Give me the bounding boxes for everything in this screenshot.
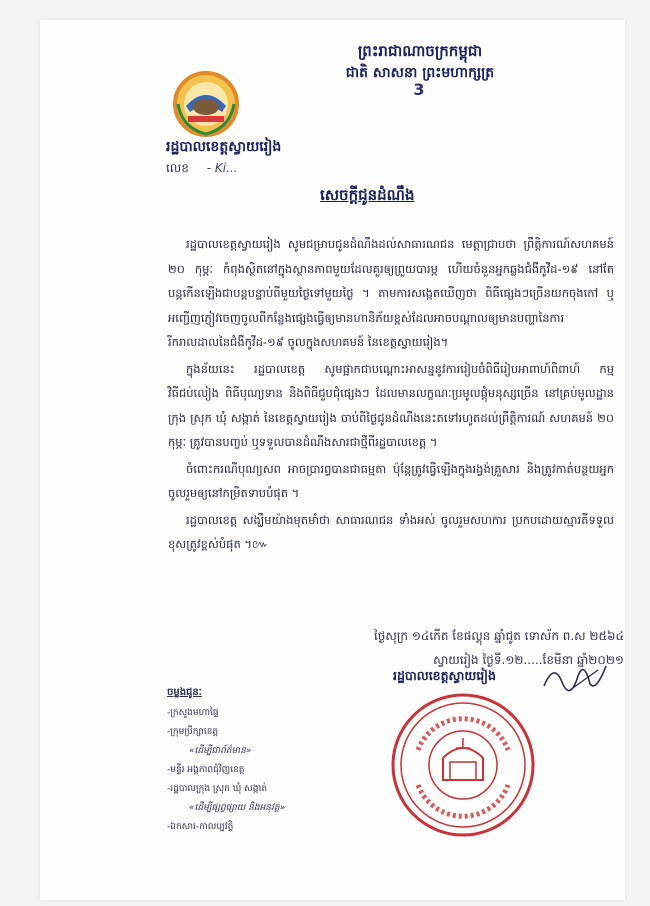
signatory-title: រដ្ឋបាលខេត្តស្វាយរៀង (393, 668, 496, 683)
body-paragraph-4: រដ្ឋបាលខេត្ត សង្ឃឹមយ៉ាងមុតមាំថា សាធារណជន ទាំងអស់ ចូលរួមសហការ ប្រកបដោយស្មារតីទទួលខុសត្រូវខ្ពស់បំផុត ។៚ (168, 512, 614, 551)
recipient-item: -មន្ទីរ អង្គភាពជុំវិញខេត្ត (167, 765, 245, 775)
reference-label: លេខ (166, 161, 189, 175)
issuing-authority: រដ្ឋបាលខេត្តស្វាយរៀង (166, 139, 282, 155)
recipient-item: -រដ្ឋបាលក្រុង ស្រុក ឃុំ សង្កាត់ (167, 784, 268, 794)
body-paragraph-3: ចំពោះករណីបុណ្យសព អាចប្រារព្ធបានជាធម្មតា ប៉ុន្តែត្រូវធ្វើឡើងក្នុងរង្វង់គ្រួសារ និងត្រូវកាត់បន្ថយអ្នកចូលរួមឲ្យនៅកម្រិតទាបបំផុត ។ (168, 461, 614, 500)
notice-title: សេចក្តីជូនដំណឹង (320, 186, 415, 204)
party-emblem-logo (172, 70, 240, 138)
handwritten-signature (540, 656, 610, 696)
copy-recipients (167, 683, 367, 837)
header-ornament: 3 (413, 80, 427, 99)
recipients-heading: ចម្លងជូនៈ (167, 687, 202, 698)
body-paragraph-1: រដ្ឋបាលខេត្តស្វាយរៀង សូមជម្រាបជូនដំណឹងដល់សាធារណជន មេត្តាជ្រាបថា ព្រឹត្តិការណ៍សហគមន៍ ២០ កុម្ភៈ កំពុងស្ថិតនៅក្នុងស្ថានភាពមួយដែលគួរឲ្យព្រួយបារម្ភ ហើយចំនួនអ្នកឆ្លងជំងឺកូវីដ-១៩ នៅតែបន្តកើនឡើងជាបន្តបន្ទាប់ពីមួយថ្ងៃទៅមួយថ្ងៃ ។ តាមការសង្កេតឃើញថា ពិធីផ្សេងៗច្រើនយកចុងកៅ ឬអញ្ជើញភ្ញៀវចេញចូលពីកន្លែងផ្សេងធ្វើឲ្យមានហានិភ័យខ្ពស់ដែលអាចបណ្តាលឲ្យមានបញ្ហានៃការរីករាលដាលនៃជំងឺកូវីដ-១៩ ចូលក្នុងសហគមន៍ នៃខេត្តស្វាយរៀង។ (168, 237, 614, 349)
national-motto: ជាតិ សាសនា ព្រះមហាក្សត្រ (345, 65, 495, 81)
recipient-item: -ឯកសារ-កាលប្បវត្តិ (167, 822, 234, 832)
recipient-item: -ក្រុមប្រឹក្សាខេត្ត (167, 727, 219, 737)
solar-date: ស្វាយរៀង ថ្ងៃទី.១២.....ខែមីនា ឆ្នាំ២០២១ (433, 653, 624, 667)
kingdom-header (300, 40, 540, 99)
recipient-item: -ក្រសួងមហាផ្ទៃ (167, 708, 219, 718)
recipient-note: «ដើម្បីជាព័ត៌មាន» (189, 746, 252, 756)
reference-value: - Ki... (206, 161, 238, 175)
reference-number (166, 160, 237, 178)
kingdom-title: ព្រះរាជាណាចក្រកម្ពុជា (357, 42, 483, 60)
official-seal-stamp (388, 690, 538, 840)
recipient-note: «ដើម្បីផ្សព្វផ្សាយ និងអនុវត្ត» (189, 803, 286, 813)
body-paragraph-2: ក្នុងន័យនេះ រដ្ឋបាលខេត្ត សូមផ្អាកជាបណ្តោះអាសន្ននូវការរៀបចំពិធីរៀបអាពាហ៍ពិពាហ៍ កម្មវិធីជប់លៀង ពិធីបុណ្យទាន និងពិធីជួបជុំផ្សេងៗ ដែលមានលក្ខណៈប្រមូលផ្តុំមនុស្សច្រើន នៅគ្រប់មូលដ្ឋានក្រុង ស្រុក ឃុំ សង្កាត់ នៃខេត្តស្វាយរៀង ចាប់ពីថ្ងៃជូនដំណឹងនេះតទៅរហូតដល់ព្រឹត្តិការណ៍ សហគមន៍ ២០ កុម្ភៈ ត្រូវបានបញ្ចប់ ឬទទួលបានដំណឹងសារជាថ្មីពីរដ្ឋបាលខេត្ត ។ (168, 361, 614, 449)
lunar-date: ថ្ងៃសុក្រ ១៤កើត ខែផល្គុន ឆ្នាំជូត ទោស័ក ព.ស ២៥៦៤ (373, 629, 624, 643)
notice-body (168, 232, 614, 557)
